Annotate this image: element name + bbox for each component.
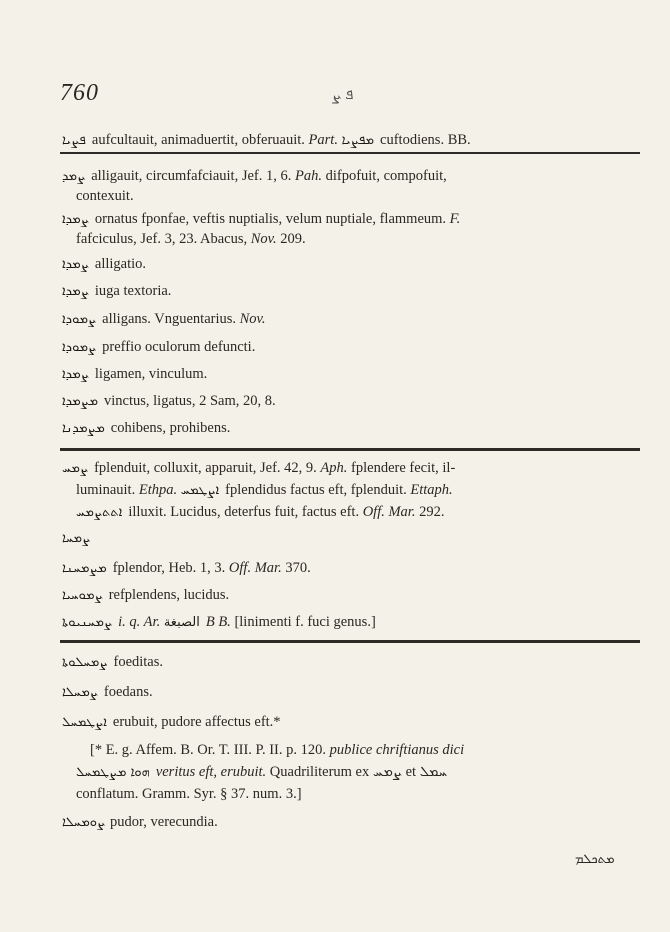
entry-line: ܨܡܘܕܐ preffio oculorum defuncti. [62,337,638,358]
entry-line: ܨܡܕܐ alligatio. [62,254,638,275]
entry-line: conflatum. Gramm. Syr. § 37. num. 3.] [76,786,302,802]
entry-line: ܡܨܡܕܐ vinctus, ligatus, 2 Sam, 20, 8. [62,391,638,412]
syriac-headword: ܡܨܡܕܢܐ [62,421,105,436]
entry-line: ܨܘܡܚܠܐ pudor, verecundia. [62,812,638,833]
entry-line: ܨܡܚ fplenduit, colluxit, apparuit, Jef. 42, 9. Aph. fplendere fecit, il- [62,458,638,479]
syriac-headword: ܡܨܡܕܐ [62,394,99,409]
entry-line: [* E. g. Affem. B. Or. T. III. P. II. p. 120. publice chriftianus dici [90,742,465,758]
entry-line: fafciculus, Jef. 3, 23. Abacus, Nov. 209. [76,231,306,247]
section-rule [60,640,640,643]
entry-line: ܨܡܕܐ ligamen, vinculum. [62,364,638,385]
entry-line: ܨܡܕ alligauit, circumfafciauit, Jef. 1, 6. Pah. difpofuit, compofuit, [62,166,638,187]
syriac-headword: ܨܡܘܕܐ [62,312,97,327]
syriac-headword: ܐܨܛܡܚܠ [62,715,107,730]
header-rule [60,152,640,154]
section-rule [60,448,640,451]
entry-line: ܦܨܝܐ aufcultauit, animaduertit, obferuauit. Part. ܡܦܨܝܐ cuftodiens. BB. [62,130,638,151]
entry-line: ܨܡܘܚܝܐ refplendens, lucidus. [62,585,638,606]
entry-line: ܨܡܚܠܘܬܐ foeditas. [62,652,638,673]
syriac-headword: ܨܡܕܐ [62,284,89,299]
syriac-headword: ܨܡܕܐ [62,257,89,272]
entry-line: ܨܡܘܕܐ alligans. Vnguentarius. Nov. [62,309,638,330]
entry-line: ܡܨܡܚܢܐ fplendor, Heb. 1, 3. Off. Mar. 370. [62,558,638,579]
syriac-headword: ܡܦܨܝܐ [341,133,375,148]
syriac-headword: ܐܨܛܡܚ [180,483,220,498]
entry-line: ܐܨܛܡܚܠ erubuit, pudore affectus eft.* [62,712,638,733]
entry-line: ܨܡܕܐ iuga textoria. [62,281,638,302]
entry-line: ܨܡܕܐ ornatus fponfae, veftis nuptialis, velum nuptiale, flammeum. F. [62,209,638,230]
entry-line: ܐܬܬܨܡܚ illuxit. Lucidus, deterfus fuit, factus eft. Off. Mar. 292. [76,502,638,523]
syriac-headword: ܨܡܚܠܐ [62,685,98,700]
syriac-headword: ܨܡܘܕܐ [62,340,97,355]
syriac-headword: ܦܨܝܐ [62,133,86,148]
entry-line: ܨܡܚܢܝܘܬܐ i. q. Ar. الصبغة B B. [linimenti f. fuci genus.] [62,612,638,633]
entry-line: ܡܨܡܕܢܐ cohibens, prohibens. [62,418,638,439]
syriac-headword: ܨܡܚܠܘܬܐ [62,655,108,670]
syriac-headword: ܨܡܕܐ [62,367,89,382]
syriac-headword: ܡܨܡܚܢܐ [62,561,107,576]
entry-line [62,528,638,549]
syriac-headword: ܨܡܕ [62,169,86,184]
entry-line: ܗܘܐ ܡܨܛܡܚܠ veritus eft, erubuit. Quadriliterum ex ܨܡܚ et ܚܡܠ [76,762,638,783]
syriac-headword: ܨܡܘܚܝܐ [62,588,103,603]
syriac-headword: ܐܬܬܨܡܚ [76,505,123,520]
syriac-headword: ܗܘܐ ܡܨܛܡܚܠ [76,765,150,780]
syriac-headword: ܨܡܚ [62,461,89,476]
syriac-headword: ܨܡܚܐ [62,531,91,546]
entry-line: luminauit. Ethpa. ܐܨܛܡܚ fplendidus factus eft, fplenduit. Ettaph. [76,480,638,501]
entry-line: ܨܡܚܠܐ foedans. [62,682,638,703]
arabic-word: الصبغة [163,615,200,630]
entry-line: contexuit. [76,188,134,204]
syriac-headword: ܨܡܕܐ [62,212,89,227]
signature-mark: ܦ ܨ [332,87,354,103]
syriac-headword: ܨܘܡܚܠܐ [62,815,105,830]
syriac-headword: ܨܡܚܢܝܘܬܐ [62,615,113,630]
catchword: ܡܬܟܠܡ [575,852,615,867]
page-number: 760 [60,80,99,106]
